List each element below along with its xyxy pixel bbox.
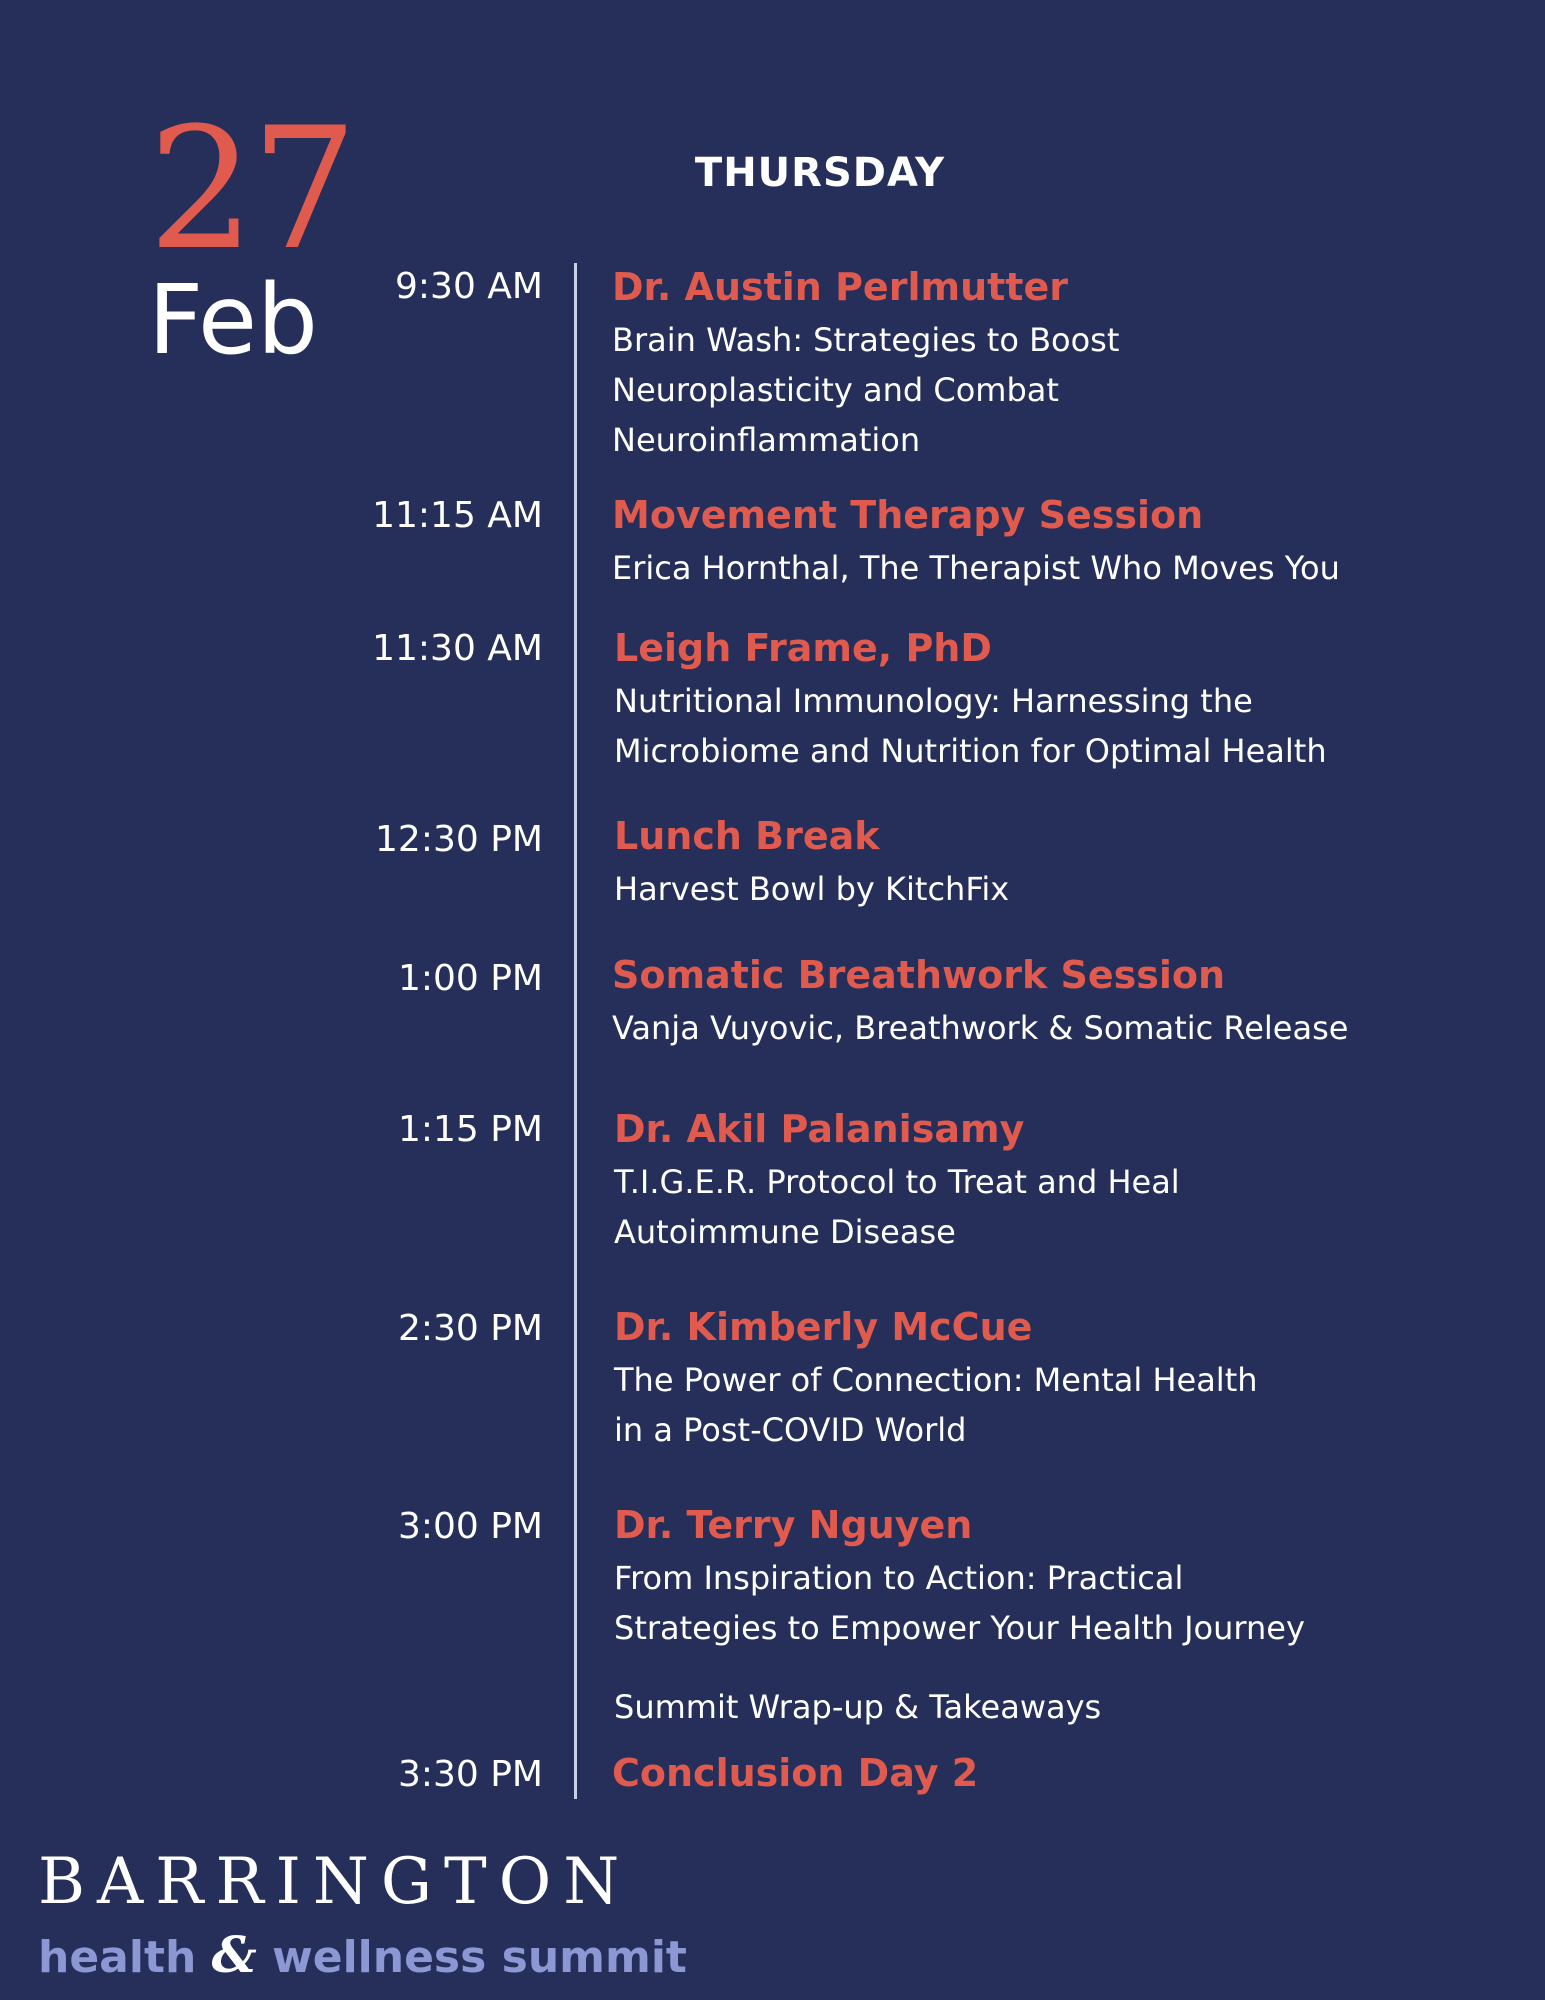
schedule-item	[614, 812, 1514, 914]
timeline-divider	[574, 263, 577, 1799]
event-description-line: Nutritional Immunology: Harnessing the	[614, 682, 1253, 720]
logo-tagline	[38, 1925, 687, 1984]
logo-tagline-health: health	[38, 1932, 197, 1983]
event-description	[612, 1003, 1512, 1053]
time-label: 1:00 PM	[397, 958, 543, 999]
event-description	[614, 1355, 1514, 1455]
event-description	[614, 1157, 1514, 1257]
event-description-line: Neuroplasticity and Combat	[612, 371, 1059, 409]
weekday-heading: THURSDAY	[694, 150, 946, 196]
logo-wordmark: BARRINGTON	[38, 1845, 632, 1919]
schedule-item	[614, 1501, 1514, 1653]
time-label: 3:30 PM	[397, 1754, 543, 1795]
event-description-line: Microbiome and Nutrition for Optimal Health	[614, 732, 1327, 770]
logo-tagline-wellness: wellness summit	[272, 1932, 687, 1983]
event-title: Dr. Austin Perlmutter	[612, 265, 1068, 309]
schedule-item	[612, 263, 1512, 465]
time-label: 11:30 AM	[372, 628, 543, 669]
event-description-line: The Power of Connection: Mental Health	[614, 1361, 1258, 1399]
event-description	[614, 1553, 1514, 1653]
time-label: 1:15 PM	[397, 1109, 543, 1150]
schedule-item	[614, 624, 1514, 776]
event-title: Leigh Frame, PhD	[614, 626, 992, 670]
event-description-line: Vanja Vuyovic, Breathwork & Somatic Release	[612, 1009, 1349, 1047]
time-label: 3:00 PM	[397, 1506, 543, 1547]
event-description-line: Autoimmune Disease	[614, 1213, 956, 1251]
event-description	[614, 676, 1514, 776]
event-title: Dr. Terry Nguyen	[614, 1503, 973, 1547]
event-description-line: Strategies to Empower Your Health Journey	[614, 1609, 1305, 1647]
schedule-item	[614, 1105, 1514, 1257]
event-description-line: T.I.G.E.R. Protocol to Treat and Heal	[614, 1163, 1180, 1201]
time-label: 12:30 PM	[375, 819, 543, 860]
event-description-line: Neuroinflammation	[612, 421, 921, 459]
event-description	[612, 315, 1512, 465]
event-title: Conclusion Day 2	[612, 1751, 979, 1795]
time-label: 11:15 AM	[372, 495, 543, 536]
schedule-item	[612, 1749, 1512, 1797]
event-description-line: Brain Wash: Strategies to Boost	[612, 321, 1120, 359]
event-description-line: in a Post-COVID World	[614, 1411, 967, 1449]
event-title: Somatic Breathwork Session	[612, 953, 1226, 997]
event-title: Dr. Akil Palanisamy	[614, 1107, 1025, 1151]
time-label: 2:30 PM	[397, 1308, 543, 1349]
time-label: 9:30 AM	[395, 266, 543, 307]
schedule-item	[612, 491, 1512, 593]
event-title: Lunch Break	[614, 814, 880, 858]
event-title: Dr. Kimberly McCue	[614, 1305, 1033, 1349]
logo-ampersand: &	[211, 1925, 257, 1984]
event-description-line: Erica Hornthal, The Therapist Who Moves You	[612, 549, 1340, 587]
event-title: Movement Therapy Session	[612, 493, 1204, 537]
event-description	[614, 864, 1514, 914]
date-month: Feb	[148, 264, 318, 376]
schedule-item	[614, 1303, 1514, 1455]
event-description-line: Harvest Bowl by KitchFix	[614, 870, 1010, 908]
event-description-line: From Inspiration to Action: Practical	[614, 1559, 1184, 1597]
wrapup-text: Summit Wrap-up & Takeaways	[614, 1688, 1102, 1726]
event-description	[612, 543, 1512, 593]
date-day: 27	[148, 91, 354, 287]
schedule-item	[612, 951, 1512, 1053]
